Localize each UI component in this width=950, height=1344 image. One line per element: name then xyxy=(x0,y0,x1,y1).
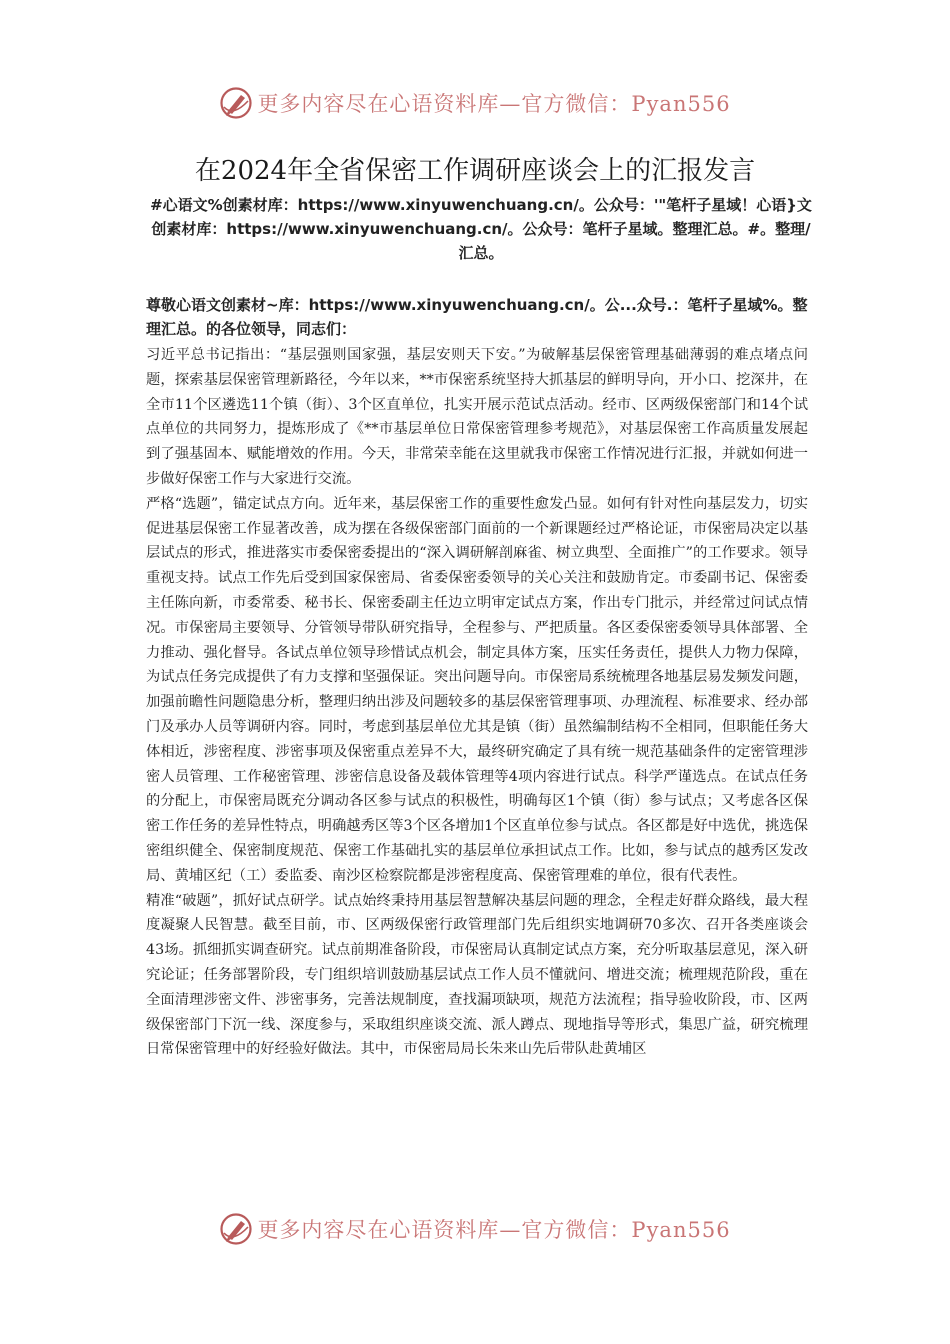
body-paragraph: 精准“破题”，抓好试点研学。试点始终秉持用基层智慧解决基层问题的理念，全程走好群众路线，最大程度凝聚人民智慧。截至目前，市、区两级保密行政管理部门先后组织实地调研70多次、召开各类座谈会43场。抓细抓实调查研究。试点前期准备阶段，市保密局认真制定试点方案，充分听取基层意见，深入研究论证；任务部署阶段，专门组织培训鼓励基层试点工作人员不懂就问、增进交流；梳理规范阶段，重在全面清理涉密文件、涉密事务，完善法规制度，查找漏项缺项，规范方法流程；指导验收阶段，市、区两级保密部门下沉一线、深度参与，采取组织座谈交流、派人蹲点、现地指导等形式，集思广益，研究梳理日常保密管理中的好经验好做法。其中，市保密局局长朱来山先后带队赴黄埔区 xyxy=(146,892,808,1058)
footer-banner-text: 更多内容尽在心语资料库—官方微信：Pyan556 xyxy=(257,1218,731,1242)
document-body xyxy=(146,343,808,1062)
document-title: 在2024年全省保密工作调研座谈会上的汇报发言 xyxy=(194,156,756,186)
header-banner-text: 更多内容尽在心语资料库—官方微信：Pyan556 xyxy=(257,92,731,116)
body-paragraph: 习近平总书记指出：“基层强则国家强，基层安则天下安。”为破解基层保密管理基础薄弱的难点堵点问题，探索基层保密管理新路径，今年以来，**市保密系统坚持大抓基层的鲜明导向，开小口、挖深井，在全市11个区遴选11个镇（街）、3个区直单位，扎实开展示范试点活动。经市、区两级保密部门和14个试点单位的共同努力，提炼形成了《**市基层单位日常保密管理参考规范》，对基层保密工作高质量发展起到了强基固本、赋能增效的作用。今天，非常荣幸能在这里就我市保密工作情况进行汇报，并就如何进一步做好保密工作与大家进行交流。 xyxy=(146,347,808,487)
pen-logo-icon xyxy=(219,1212,253,1246)
header-banner xyxy=(0,80,950,126)
body-paragraph: 严格“选题”，锚定试点方向。近年来，基层保密工作的重要性愈发凸显。如何有针对性向基层发力，切实促进基层保密工作显著改善，成为摆在各级保密部门面前的一个新课题经过严格论证，市保密局决定以基层试点的形式，推进落实市委保密委提出的“深入调研解剖麻雀、树立典型、全面推广”的工作要求。领导重视支持。试点工作先后受到国家保密局、省委保密委领导的关心关注和鼓励肯定。市委副书记、保密委主任陈向新，市委常委、秘书长、保密委副主任边立明审定试点方案，作出专门批示，并经常过问试点情况。市保密局主要领导、分管领导带队研究指导，全程参与、严把质量。各区委保密委领导具体部署、全力推动、强化督导。各试点单位领导珍惜试点机会，制定具体方案，压实任务责任，提供人力物力保障，为试点任务完成提供了有力支撑和坚强保证。突出问题导向。市保密局系统梳理各地基层易发频发问题，加强前瞻性问题隐患分析，整理归纳出涉及问题较多的基层保密管理事项、办理流程、标准要求、经办部门及承办人员等调研内容。同时，考虑到基层单位尤其是镇（街）虽然编制结构不全相同，但职能任务大体相近，涉密程度、涉密事项及保密重点差异不大，最终研究确定了具有统一规范基础条件的定密管理涉密人员管理、工作秘密管理、涉密信息设备及载体管理等4项内容进行试点。科学严谨选点。在试点任务的分配上，市保密局既充分调动各区参与试点的积极性，明确每区1个镇（街）参与试点；又考虑各区保密工作任务的差异性特点，明确越秀区等3个区各增加1个区直单位参与试点。各区都是好中选优，挑选保密组织健全、保密制度规范、保密工作基础扎实的基层单位承担试点工作。比如，参与试点的越秀区发改局、黄埔区纪（工）委监委、南沙区检察院都是涉密程度高、保密管理难的单位，很有代表性。 xyxy=(146,495,808,884)
source-notice: #心语文%创素材库：https://www.xinyuwenchuang.cn/。公众号：'"笔杆子星域！心语}文创素材库：https://www.xinyuwenchuang.cn/。公众号：笔杆子星域。整理汇总。#。整理/汇总。 xyxy=(150,196,812,262)
salutation: 尊敬心语文创素材~库：https://www.xinyuwenchuang.cn/。公...众号.：笔杆子星域%。整理汇总。的各位领导，同志们： xyxy=(146,296,808,338)
pen-logo-icon xyxy=(219,86,253,120)
footer-banner xyxy=(0,1206,950,1252)
